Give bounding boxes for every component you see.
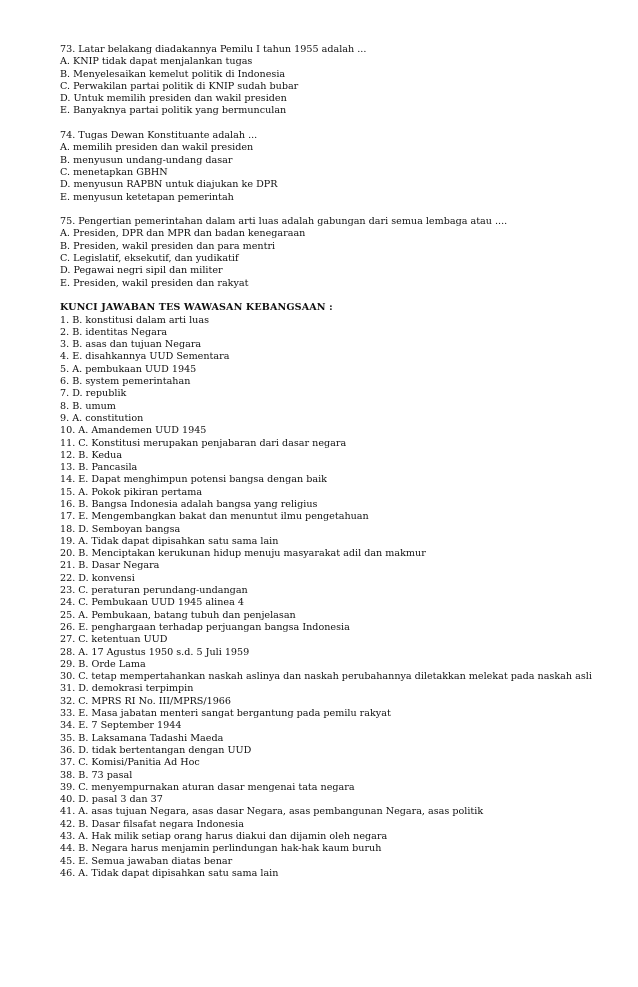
option-e: E. menyusun ketetapan pemerintah: [60, 191, 234, 203]
option-b: B. menyusun undang-undang dasar: [60, 154, 233, 166]
answer-item: 21. B. Dasar Negara: [60, 560, 160, 572]
spacer: [60, 290, 600, 302]
answer-item: 13. B. Pancasila: [60, 462, 138, 474]
answer-item: 9. A. constitution: [60, 412, 144, 424]
answer-item: 41. A. asas tujuan Negara, asas dasar Negara, asas pembangunan Negara, asas politik: [60, 806, 484, 818]
answer-list: [60, 315, 600, 881]
answer-item: 42. B. Dasar filsafat negara Indonesia: [60, 818, 244, 830]
spacer: [60, 118, 600, 130]
answer-item: 3. B. asas dan tujuan Negara: [60, 339, 202, 351]
answer-item: 5. A. pembukaan UUD 1945: [60, 363, 197, 375]
answer-item: 44. B. Negara harus menjamin perlindungan hak-hak kaum buruh: [60, 843, 382, 855]
question-74: [60, 130, 600, 204]
option-d: D. menyusun RAPBN untuk diajukan ke DPR: [60, 179, 278, 191]
option-e: E. Banyaknya partai politik yang bermunculan: [60, 105, 287, 117]
answer-item: 31. D. demokrasi terpimpin: [60, 683, 194, 695]
answer-item: 46. A. Tidak dapat dipisahkan satu sama lain: [60, 867, 279, 879]
answer-item: 33. E. Masa jabatan menteri sangat bergantung pada pemilu rakyat: [60, 708, 391, 720]
answer-item: 25. A. Pembukaan, batang tubuh dan penjelasan: [60, 609, 296, 621]
answer-item: 36. D. tidak bertentangan dengan UUD: [60, 744, 252, 756]
answer-item: 16. B. Bangsa Indonesia adalah bangsa yang religius: [60, 498, 318, 510]
question-stem: 74. Tugas Dewan Konstituante adalah ...: [60, 130, 258, 142]
answer-item: 34. E. 7 September 1944: [60, 720, 182, 732]
answer-item: 17. E. Mengembangkan bakat dan menuntut ilmu pengetahuan: [60, 511, 369, 523]
answer-item: 4. E. disahkannya UUD Sementara: [60, 351, 230, 363]
option-b: B. Menyelesaikan kemelut politik di Indonesia: [60, 68, 286, 80]
answer-item: 6. B. system pemerintahan: [60, 376, 191, 388]
answer-item: 20. B. Menciptakan kerukunan hidup menuju masyarakat adil dan makmur: [60, 548, 426, 560]
spacer: [60, 204, 600, 216]
answer-item: 12. B. Kedua: [60, 449, 123, 461]
answer-item: 39. C. menyempurnakan aturan dasar mengenai tata negara: [60, 781, 355, 793]
question-75: [60, 216, 600, 290]
answer-item: 35. B. Laksamana Tadashi Maeda: [60, 732, 224, 744]
answer-item: 38. B. 73 pasal: [60, 769, 133, 781]
answer-key-title: KUNCI JAWABAN TES WAWASAN KEBANGSAAN :: [60, 302, 333, 314]
question-73: [60, 44, 600, 118]
option-a: A. KNIP tidak dapat menjalankan tugas: [60, 56, 253, 68]
answer-item: 2. B. identitas Negara: [60, 326, 168, 338]
answer-item: 45. E. Semua jawaban diatas benar: [60, 855, 233, 867]
option-d: D. Pegawai negri sipil dan militer: [60, 265, 223, 277]
answer-item: 24. C. Pembukaan UUD 1945 alinea 4: [60, 597, 244, 609]
answer-key: [60, 302, 600, 880]
option-a: A. memilih presiden dan wakil presiden: [60, 142, 254, 154]
answer-item: 37. C. Komisi/Panitia Ad Hoc: [60, 757, 200, 769]
option-c: C. Perwakilan partai politik di KNIP sudah bubar: [60, 80, 299, 92]
answer-item: 1. B. konstitusi dalam arti luas: [60, 314, 210, 326]
option-c: C. Legislatif, eksekutif, dan yudikatif: [60, 253, 239, 265]
answer-item: 14. E. Dapat menghimpun potensi bangsa dengan baik: [60, 474, 327, 486]
answer-item: 40. D. pasal 3 dan 37: [60, 794, 163, 806]
answer-item: 30. C. tetap mempertahankan naskah aslinya dan naskah perubahannya diletakkan melekat pada naskah asli: [60, 671, 592, 683]
question-stem: 75. Pengertian pemerintahan dalam arti luas adalah gabungan dari semua lembaga atau ....: [60, 216, 508, 228]
answer-item: 27. C. ketentuan UUD: [60, 634, 168, 646]
answer-item: 32. C. MPRS RI No. III/MPRS/1966: [60, 695, 232, 707]
answer-item: 10. A. Amandemen UUD 1945: [60, 425, 207, 437]
option-a: A. Presiden, DPR dan MPR dan badan kenegaraan: [60, 228, 306, 240]
answer-item: 23. C. peraturan perundang-undangan: [60, 585, 248, 597]
answer-item: 22. D. konvensi: [60, 572, 135, 584]
answer-item: 26. E. penghargaan terhadap perjuangan bangsa Indonesia: [60, 621, 350, 633]
option-b: B. Presiden, wakil presiden dan para mentri: [60, 240, 276, 252]
answer-item: 11. C. Konstitusi merupakan penjabaran dari dasar negara: [60, 437, 347, 449]
answer-item: 19. A. Tidak dapat dipisahkan satu sama lain: [60, 535, 279, 547]
question-stem: 73. Latar belakang diadakannya Pemilu I tahun 1955 adalah ...: [60, 44, 367, 55]
answer-item: 43. A. Hak milik setiap orang harus diakui dan dijamin oleh negara: [60, 831, 388, 842]
answer-item: 15. A. Pokok pikiran pertama: [60, 486, 203, 498]
option-d: D. Untuk memilih presiden dan wakil presiden: [60, 93, 287, 105]
answer-item: 28. A. 17 Agustus 1950 s.d. 5 Juli 1959: [60, 646, 250, 658]
option-e: E. Presiden, wakil presiden dan rakyat: [60, 277, 249, 289]
document-page: [60, 44, 600, 880]
answer-item: 29. B. Orde Lama: [60, 658, 146, 670]
answer-item: 7. D. republik: [60, 388, 127, 400]
answer-item: 8. B. umum: [60, 400, 116, 412]
option-c: C. menetapkan GBHN: [60, 166, 168, 178]
answer-item: 18. D. Semboyan bangsa: [60, 523, 181, 535]
